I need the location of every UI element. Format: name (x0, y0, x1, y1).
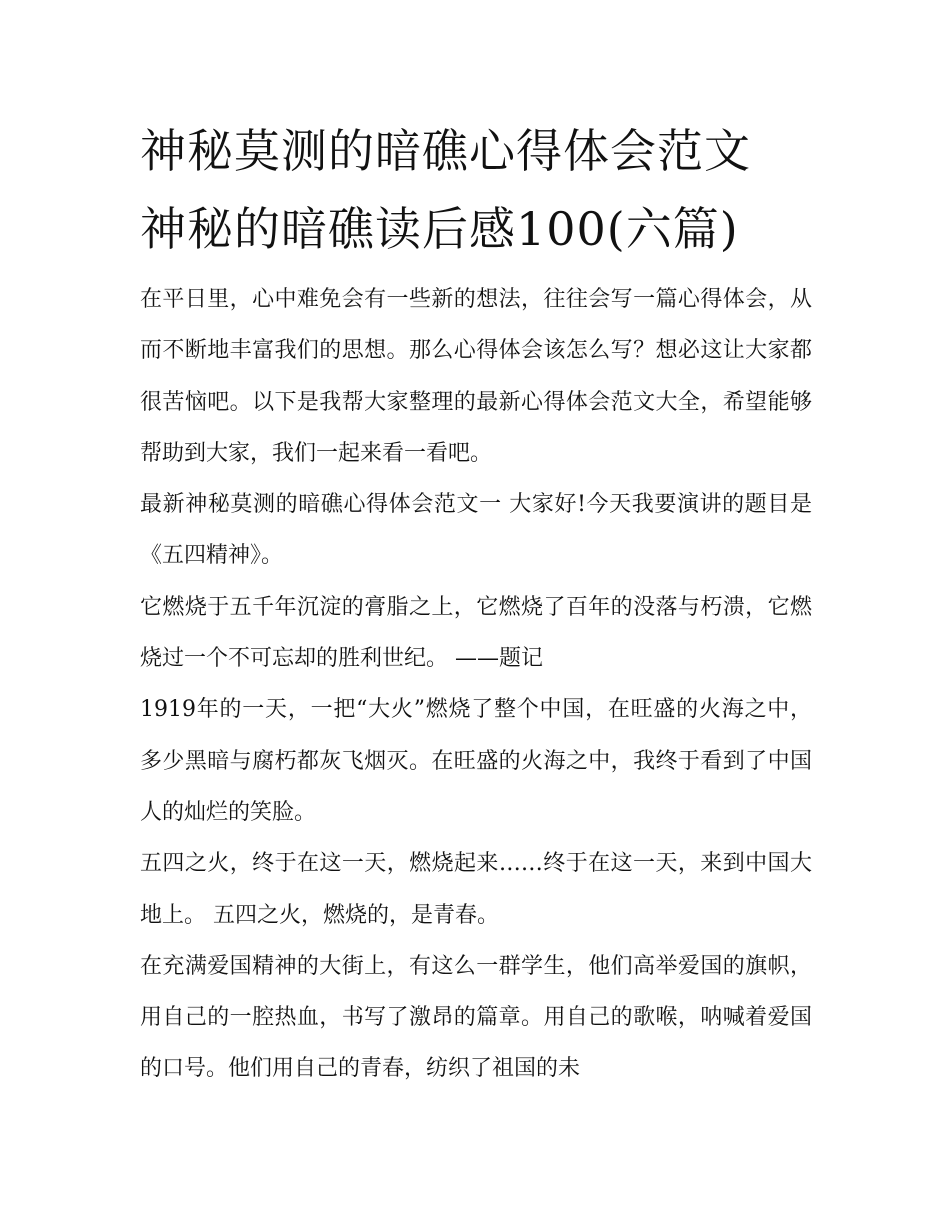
title-line-2: 神秘的暗礁读后感100(六篇) (140, 202, 739, 256)
paragraph-may-fourth-fire: 五四之火，终于在这一天，燃烧起来……终于在这一天，来到中国大地上。 五四之火，燃烧的，是青春。 (140, 851, 812, 928)
title-line-1: 神秘莫测的暗礁心得体会范文 (140, 124, 751, 178)
document-title (140, 112, 820, 268)
document-body (140, 274, 812, 1095)
paragraph-1919: 1919年的一天，一把“大火”燃烧了整个中国，在旺盛的火海之中，多少黑暗与腐朽都灰飞烟灭。在旺盛的火海之中，我终于看到了中国人的灿烂的笑脸。 (140, 697, 813, 825)
paragraph-speech-opening: 最新神秘莫测的暗礁心得体会范文一 大家好!今天我要演讲的题目是《五四精神》。 (140, 492, 812, 569)
paragraph-students: 在充满爱国精神的大街上，有这么一群学生，他们高举爱国的旗帜，用自己的一腔热血，书写了激昂的篇章。用自己的歌喉，呐喊着爱国的口号。他们用自己的青春，纺织了祖国的未 (140, 953, 812, 1082)
paragraph-epigraph: 它燃烧于五千年沉淀的膏脂之上，它燃烧了百年的没落与朽溃，它燃烧过一个不可忘却的胜利世纪。 ——题记 (140, 594, 812, 672)
paragraph-intro: 在平日里，心中难免会有一些新的想法，往往会写一篇心得体会，从而不断地丰富我们的思想。那么心得体会该怎么写？想必这让大家都很苦恼吧。以下是我帮大家整理的最新心得体会范文大全，希望能够帮助到大家，我们一起来看一看吧。 (140, 287, 812, 466)
